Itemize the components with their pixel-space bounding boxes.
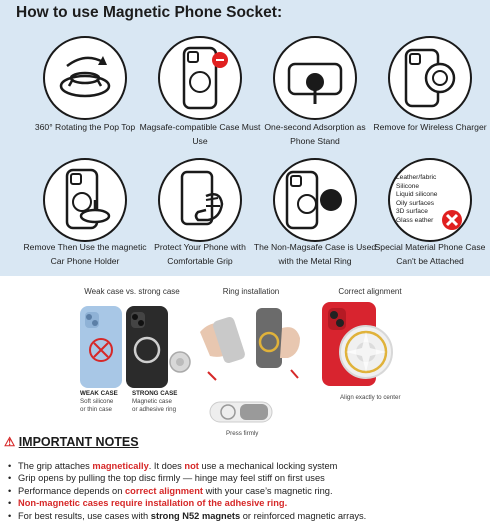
note-item	[8, 497, 486, 509]
correct-alignment-image	[318, 300, 418, 388]
note-text: Grip opens by pulling the top disc firmly — hinge may feel stiff on first uses	[18, 473, 325, 484]
note-text: . It does	[148, 461, 185, 471]
step-caption: The Non-Magsafe Case is Used with the Metal Ring	[253, 242, 377, 266]
step-caption: Magsafe-compatible Case Must Use	[139, 122, 261, 146]
note-emphasis: magnetically	[92, 461, 149, 471]
magsafe-case-icon	[158, 36, 242, 120]
special-material-icon	[388, 158, 472, 242]
note-text: or reinforced magnetic arrays.	[240, 510, 367, 521]
important-notes-heading	[4, 434, 139, 449]
warning-icon: ⚠	[4, 435, 16, 449]
ring-installation-heading: Ring installation	[222, 287, 280, 296]
strong-case-desc: Magnetic case	[132, 398, 172, 405]
step-caption: Special Material Phone Case Can't be Attached	[374, 242, 486, 266]
note-emphasis: Non-magnetic cases require installation of the adhesive ring.	[18, 498, 288, 509]
press-firmly-caption: Press firmly	[226, 430, 259, 437]
special-materials-list	[396, 174, 437, 226]
note-text: with your case’s magnetic ring.	[203, 485, 333, 496]
phone-stand-icon	[273, 36, 357, 120]
material-item: 3D surface	[396, 208, 428, 216]
weak-case-label: WEAK CASE	[80, 390, 118, 397]
grip-hand-icon	[158, 158, 242, 242]
press-firmly-image	[206, 398, 276, 426]
alignment-caption: Align exactly to center	[340, 394, 401, 401]
note-bold: strong N52 magnets	[150, 510, 241, 521]
note-text: The grip attaches	[18, 461, 93, 471]
weak-case-desc: Soft silicone	[80, 398, 114, 405]
note-item	[8, 485, 486, 497]
note-item	[8, 510, 486, 522]
note-text: For best results, use cases with	[18, 510, 151, 521]
note-item	[8, 460, 486, 472]
step-caption: One-second Adsorption as Phone Stand	[264, 122, 366, 146]
step-caption: Remove Then Use the magnetic Car Phone Holder	[23, 242, 147, 266]
weak-case-desc: or thin case	[80, 406, 112, 413]
ring-installation-image	[196, 302, 306, 386]
material-item: Glass eather	[396, 216, 434, 224]
material-item: Silicone	[396, 182, 420, 190]
material-item: Liquid silicone	[396, 191, 438, 199]
step-caption: 360° Rotating the Pop Top	[34, 122, 136, 132]
step-caption: Protect Your Phone with Comfortable Grip	[154, 242, 246, 266]
notes-title: IMPORTANT NOTES	[18, 435, 139, 449]
weak-strong-phones-image	[76, 302, 196, 390]
metal-ring-case-icon	[273, 158, 357, 242]
weak-vs-strong-heading: Weak case vs. strong case	[84, 287, 180, 296]
strong-case-label: STRONG CASE	[132, 390, 178, 397]
material-item: Leather/fabric	[396, 174, 437, 181]
note-text: Performance depends on	[18, 485, 125, 496]
panel-title: How to use Magnetic Phone Socket:	[16, 4, 283, 21]
material-item: Oily surfaces	[396, 199, 435, 207]
note-text: use a mechanical locking system	[198, 461, 338, 471]
note-emphasis: correct alignment	[124, 485, 203, 496]
rotating-pop-top-icon	[43, 36, 127, 120]
notes-list	[8, 460, 486, 522]
strong-case-desc: or adhesive ring	[132, 406, 177, 413]
note-emphasis: not	[184, 461, 199, 471]
step-caption: Remove for Wireless Charger	[373, 122, 487, 132]
remove-holder-icon	[43, 158, 127, 242]
note-item	[8, 472, 486, 484]
wireless-charger-icon	[388, 36, 472, 120]
correct-alignment-heading: Correct alignment	[338, 287, 402, 296]
